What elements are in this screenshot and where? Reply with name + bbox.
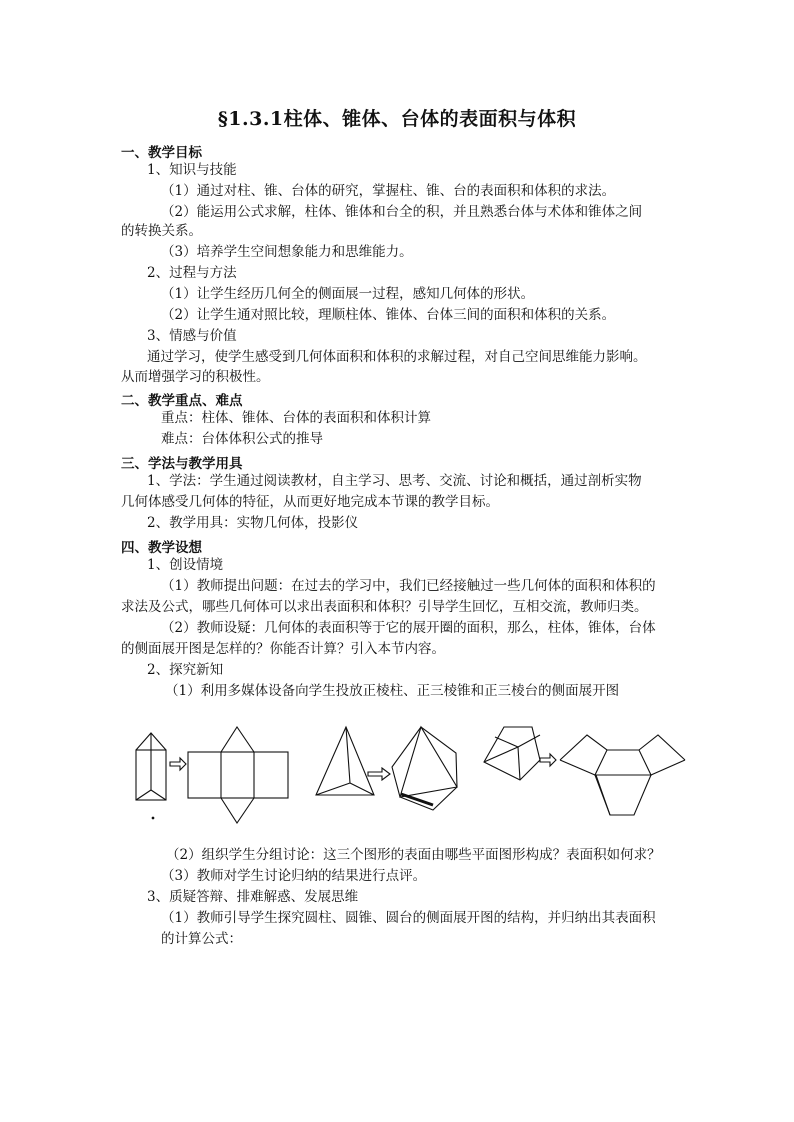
section-heading-design: 四、教学设想 [121,540,202,556]
goals-item-5: （2）让学生通对照比较，理顺柱体、锥体、台体三间的面积和体积的关系。 [161,307,616,323]
design-item-4: （2）组织学生分组讨论：这三个图形的表面由哪些平面图形构成？表面积如何求？ [166,847,661,863]
keypoints-key: 重点：柱体、锥体、台体的表面积和体积计算 [161,410,431,426]
stray-dot [152,817,154,819]
solids-nets-figure [120,715,690,830]
goals-item-1: （1）通过对柱、锥、台体的研究，掌握柱、锥、台的表面积和体积的求法。 [161,183,616,199]
methods-item-2: 2、教学用具：实物几何体，投影仪 [147,515,359,531]
design-item-3: （1）利用多媒体设备向学生投放正棱柱、正三棱锥和正三棱台的侧面展开图 [165,683,620,699]
design-item-2-line-2: 的侧面展开图是怎样的？你能否计算？引入本节内容。 [121,641,445,657]
goals-subheading-2: 2、过程与方法 [147,265,237,281]
triangular-pyramid-figure [316,727,374,795]
design-item-6-line-2: 的计算公式： [161,931,242,947]
prism-net-figure [188,727,288,823]
triangular-frustum-figure [484,727,540,780]
keypoints-difficulty: 难点：台体体积公式的推导 [161,431,323,447]
methods-item-1-line-1: 1、学法：学生通过阅读教材，自主学习、思考、交流、讨论和概括，通过剖析实物 [147,473,642,489]
triangular-prism-figure [136,733,166,800]
page-title: §1.3.1柱体、锥体、台体的表面积与体积 [217,108,577,130]
design-item-5: （3）教师对学生讨论归纳的结果进行点评。 [161,868,427,884]
design-item-1-line-2: 求法及公式，哪些几何体可以求出表面积和体积？引导学生回忆，互相交流，教师归类。 [121,599,648,615]
design-subheading-1: 1、创设情境 [147,557,224,573]
design-item-1-line-1: （1）教师提出问题：在过去的学习中，我们已经接触过一些几何体的面积和体积的 [161,578,656,594]
goals-item-2-line-1: （2）能运用公式求解，柱体、锥体和台全的积，并且熟悉台体与术体和锥体之间 [161,204,643,220]
section-heading-methods: 三、学法与教学用具 [121,456,243,472]
section-heading-keypoints: 二、教学重点、难点 [121,393,243,409]
arrow-icon [540,754,556,766]
design-subheading-2: 2、探究新知 [147,662,224,678]
arrow-icon [368,768,390,780]
goals-item-2-line-2: 的转换关系。 [121,223,202,239]
goals-item-6-line-1: 通过学习，使学生感受到几何体面积和体积的求解过程，对自己空间思维能力影响。 [147,349,647,365]
goals-item-6-line-2: 从而增强学习的积极性。 [121,369,270,385]
frustum-net-figure [560,735,685,815]
design-item-2-line-1: （2）教师设疑：几何体的表面积等于它的展开圈的面积，那么，柱体，锥体，台体 [161,620,656,636]
goals-subheading-1: 1、知识与技能 [147,162,237,178]
design-item-6-line-1: （1）教师引导学生探究圆柱、圆锥、圆台的侧面展开图的结构，并归纳出其表面积 [161,910,656,926]
pyramid-net-figure [392,727,457,810]
arrow-icon [170,758,186,770]
goals-item-3: （3）培养学生空间想象能力和思维能力。 [161,244,413,260]
methods-item-1-line-2: 几何体感受几何体的特征，从而更好地完成本节课的教学目标。 [121,494,499,510]
goals-item-4: （1）让学生经历几何全的侧面展一过程，感知几何体的形状。 [161,286,535,302]
goals-subheading-3: 3、情感与价值 [147,328,237,344]
section-heading-goals: 一、教学目标 [121,145,202,161]
design-subheading-3: 3、质疑答辩、排难解惑、发展思维 [147,889,359,905]
